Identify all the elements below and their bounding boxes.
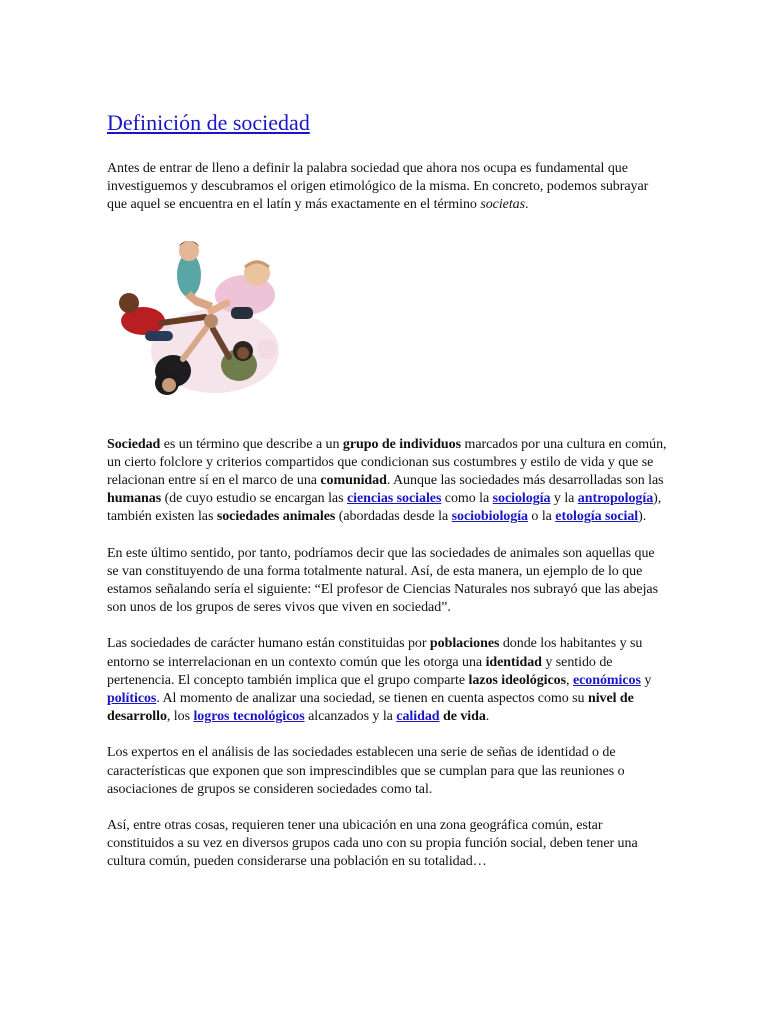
paragraph-2: En este último sentido, por tanto, podríamos decir que las sociedades de animales son aquellas que se van constituyendo de una forma totalmente natural. Así, de esta manera, un ejemplo de lo que estamos señalando sería el siguiente: “El profesor de Ciencias Naturales nos subrayó que las abejas son unos de los grupos de seres vivos que viven en sociedad”.	[107, 545, 658, 616]
p1-bold-5: sociedades animales	[216, 509, 336, 525]
p1-bold-2: grupo de individuos	[342, 436, 462, 452]
p3-bold-4: nivel de desarrollo	[107, 691, 634, 725]
intro-paragraph	[107, 160, 667, 215]
link-antropologia[interactable]: antropología	[577, 491, 654, 507]
p1-text-2: marcados por una cultura en común, un cierto folclore y criterios compartidos que condicionan sus costumbres y estilo de vida y que se relacionan entre sí en el marco de una	[107, 436, 667, 489]
link-sociobiologia[interactable]: sociobiología	[451, 509, 528, 525]
p1-text-5: como la	[441, 491, 493, 507]
p1-text-6: y la	[550, 491, 578, 507]
p1-text-4: (de cuyo estudio se encargan las	[161, 491, 347, 507]
title-link[interactable]: Definición de sociedad	[107, 110, 310, 135]
p3-text-8: alcanzados y la	[304, 709, 397, 725]
p3-text-9: .	[485, 709, 490, 725]
link-logros-tecnologicos[interactable]: logros tecnológicos	[193, 709, 305, 725]
link-sociologia[interactable]: sociología	[492, 491, 551, 507]
p3-text-2: donde los habitantes y su entorno se interrelacionan en un contexto común que les otorga una	[107, 636, 643, 670]
link-etologia-social[interactable]: etología social	[555, 509, 639, 525]
article	[107, 108, 667, 872]
p3-text-7: , los	[166, 709, 194, 725]
p3-text-6: . Al momento de analizar una sociedad, se tienen en cuenta aspectos como su	[156, 691, 588, 707]
p1-text-1: es un término que describe a un	[160, 436, 343, 452]
p3-text-5: y	[640, 672, 652, 688]
link-politicos[interactable]: políticos	[107, 691, 157, 707]
paragraph-1	[107, 436, 667, 527]
link-calidad[interactable]: calidad	[396, 709, 440, 725]
paragraph-4: Los expertos en el análisis de las sociedades establecen una serie de señas de identidad o de características que exponen que son imprescindibles que se cumplan para que las reuniones o asociaciones de grupos se consideren sociedades como tal.	[107, 745, 625, 797]
p3-bold-1: poblaciones	[429, 636, 500, 652]
p1-text-3: . Aunque las sociedades más desarrolladas son las	[386, 473, 664, 489]
paragraph-5: Así, entre otras cosas, requieren tener una ubicación en una zona geográfica común, estar constituidos a su vez en diversos grupos cada uno con su propia función social, deben tener una cultura común, pueden considerarse una población en su totalidad…	[107, 818, 638, 870]
p3-bold-5: de vida	[439, 709, 486, 725]
link-economicos[interactable]: económicos	[572, 672, 641, 688]
p3-text-3: y sentido de pertenencia. El concepto también implica que el grupo comparte	[107, 654, 613, 688]
intro-text: Antes de entrar de lleno a definir la palabra sociedad que ahora nos ocupa es fundamental que investiguemos y descubramos el origen etimológico de la misma. En concreto, podemos subrayar que aquel se encuentra en el latín y más exactamente en el término	[107, 161, 649, 213]
p1-text-8: (abordadas desde la	[335, 509, 452, 525]
p1-text-9: o la	[527, 509, 556, 525]
p1-text-10: ).	[638, 509, 647, 525]
p1-bold-1: Sociedad	[107, 436, 161, 452]
p1-bold-3: comunidad	[320, 473, 387, 489]
paragraph-3	[107, 635, 667, 726]
p3-bold-2: identidad	[485, 654, 542, 670]
intro-end: .	[525, 197, 529, 213]
intro-term: societas	[480, 197, 526, 213]
link-ciencias-sociales[interactable]: ciencias sociales	[346, 491, 442, 507]
p3-bold-3: lazos ideológicos	[468, 672, 567, 688]
p1-text-7: ), también existen las	[107, 491, 662, 525]
p3-text-1: Las sociedades de carácter humano están constituidas por	[107, 636, 430, 652]
people-holding-hands-circle-image	[107, 233, 307, 413]
p3-text-4: ,	[566, 672, 573, 688]
p1-bold-4: humanas	[107, 491, 162, 507]
page-title	[107, 108, 667, 138]
